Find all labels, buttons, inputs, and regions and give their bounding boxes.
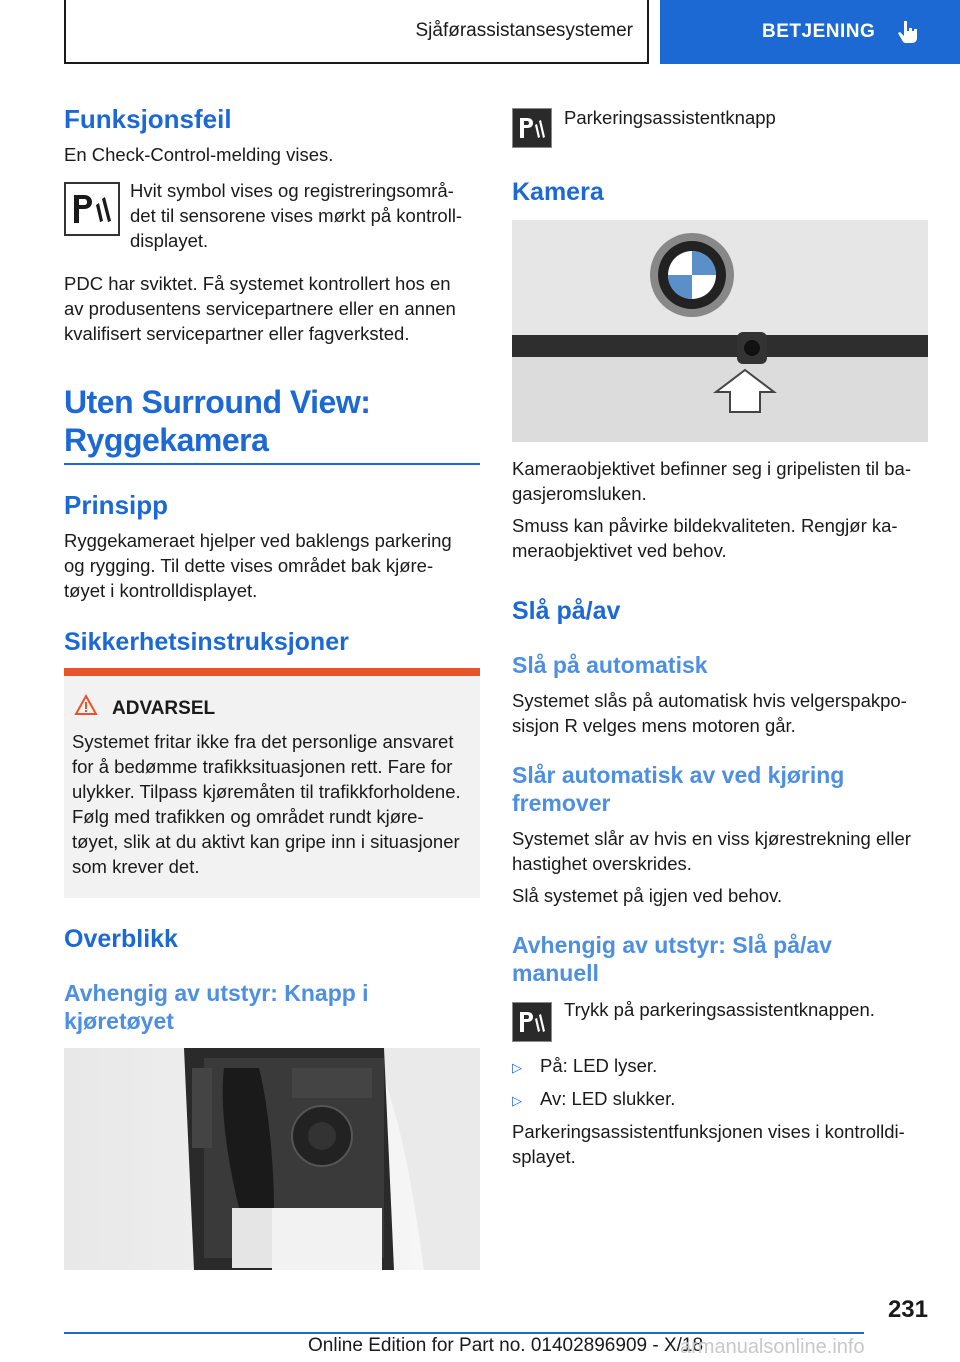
bullet-off-text: Av: LED slukker. bbox=[540, 1088, 676, 1109]
camera-illustration bbox=[512, 220, 928, 442]
warning-line-1: Systemet fritar ikke fra det personlige ansvaret bbox=[72, 731, 454, 752]
final-line-2: splayet. bbox=[512, 1146, 576, 1167]
kamera-line-1: Kameraobjektivet befinner seg i gripelisten til ba- bbox=[512, 458, 911, 479]
funksjonsfeil-intro: En Check-Control-melding vises. bbox=[64, 144, 334, 165]
hand-pointer-icon bbox=[897, 19, 919, 45]
watermark-text: armanualsonline.info bbox=[680, 1336, 865, 1358]
warning-line-6: som krever det. bbox=[72, 856, 200, 877]
header-section-title: Sjåførassistansesystemer bbox=[415, 20, 633, 41]
funksjonsfeil-icon-line-2: det til sensorene vises mørkt på kontroll- bbox=[130, 205, 463, 226]
warning-line-4: Følg med trafikken og området rundt kjøre- bbox=[72, 806, 424, 827]
funksjonsfeil-heading: Funksjonsfeil bbox=[64, 104, 232, 134]
main-title-line-1: Uten Surround View: bbox=[64, 384, 371, 420]
footer-rule bbox=[64, 1332, 864, 1334]
av-line-1: Systemet slår av hvis en viss kjørestrekning eller bbox=[512, 828, 911, 849]
av-heading-line-2: fremover bbox=[512, 790, 611, 816]
main-title-line-2: Ryggekamera bbox=[64, 422, 269, 458]
manuell-heading-line-1: Avhengig av utstyr: Slå på/av bbox=[512, 932, 832, 958]
edition-text: Online Edition for Part no. 01402896909 - X/18 bbox=[308, 1335, 704, 1356]
console-photo bbox=[64, 1048, 480, 1270]
prinsipp-line-2: og rygging. Til dette vises området bak kjøre- bbox=[64, 555, 434, 576]
auto-line-1: Systemet slås på automatisk hvis velgerspakpo- bbox=[512, 690, 907, 711]
funksjonsfeil-icon-line-3: displayet. bbox=[130, 230, 209, 251]
camera-photo bbox=[512, 220, 928, 442]
prinsipp-line-1: Ryggekameraet hjelper ved baklengs parkering bbox=[64, 530, 452, 551]
kamera-heading: Kamera bbox=[512, 178, 604, 206]
page-number: 231 bbox=[887, 1296, 928, 1323]
pdc-line-1: PDC har sviktet. Få systemet kontrollert hos en bbox=[64, 273, 451, 294]
bullet-triangle-icon: ▷ bbox=[512, 1093, 522, 1108]
prinsipp-heading: Prinsipp bbox=[64, 490, 169, 520]
warning-line-2: for å bedømme trafikksituasjonen rett. Fare for bbox=[72, 756, 453, 777]
parking-assistant-icon-2 bbox=[517, 1008, 547, 1036]
header-chapter-label: BETJENING bbox=[762, 21, 876, 42]
manuell-icon-text: Trykk på parkeringsassistentknappen. bbox=[564, 999, 875, 1020]
parking-sensor-icon bbox=[70, 189, 114, 229]
warning-line-3: ulykker. Tilpass kjøremåten til trafikkforholdene. bbox=[72, 781, 461, 802]
warning-bar bbox=[64, 668, 480, 676]
funksjonsfeil-icon-line-1: Hvit symbol vises og registreringsområ- bbox=[130, 180, 454, 201]
pdc-line-3: kvalifisert servicepartner eller fagverksted. bbox=[64, 323, 410, 344]
av-line-3: Slå systemet på igjen ved behov. bbox=[512, 885, 783, 906]
kamera-line-2: gasjeromsluken. bbox=[512, 483, 647, 504]
av-line-2: hastighet overskrides. bbox=[512, 853, 692, 874]
bullet-on bbox=[512, 1053, 657, 1080]
warning-triangle-icon bbox=[74, 694, 98, 716]
manuell-heading-line-2: manuell bbox=[512, 960, 599, 986]
bullet-off bbox=[512, 1086, 675, 1113]
sikkerhet-heading: Sikkerhetsinstruksjoner bbox=[64, 628, 349, 656]
bullet-triangle-icon: ▷ bbox=[512, 1060, 522, 1075]
auto-line-2: sisjon R velges mens motoren går. bbox=[512, 715, 796, 736]
manuell-button-icon-box bbox=[512, 1002, 552, 1042]
bullet-on-text: På: LED lyser. bbox=[540, 1055, 658, 1076]
slaa-heading: Slå på/av bbox=[512, 597, 621, 625]
av-heading-line-1: Slår automatisk av ved kjøring bbox=[512, 762, 845, 788]
warning-label: ADVARSEL bbox=[112, 698, 216, 719]
header-section-box bbox=[64, 0, 649, 64]
parking-assistant-button-icon-box bbox=[512, 108, 552, 148]
parking-assistant-icon bbox=[517, 114, 547, 142]
smuss-line-2: meraobjektivet ved behov. bbox=[512, 540, 727, 561]
main-title-rule bbox=[64, 463, 480, 465]
final-line-1: Parkeringsassistentfunksjonen vises i kontrolldi- bbox=[512, 1121, 905, 1142]
button-caption: Parkeringsassistentknapp bbox=[564, 107, 776, 128]
warning-line-5: tøyet, slik at du aktivt kan gripe inn i situasjoner bbox=[72, 831, 460, 852]
knapp-heading-line-2: kjøretøyet bbox=[64, 1008, 174, 1034]
console-illustration bbox=[64, 1048, 480, 1270]
prinsipp-line-3: tøyet i kontrolldisplayet. bbox=[64, 580, 258, 601]
auto-heading: Slå på automatisk bbox=[512, 652, 708, 678]
knapp-heading-line-1: Avhengig av utstyr: Knapp i bbox=[64, 980, 369, 1006]
pdc-line-2: av produsentens servicepartnere eller en annen bbox=[64, 298, 456, 319]
header-chapter-tab[interactable] bbox=[660, 0, 960, 64]
overblikk-heading: Overblikk bbox=[64, 925, 178, 953]
pdc-fault-symbol bbox=[64, 182, 120, 236]
smuss-line-1: Smuss kan påvirke bildekvaliteten. Rengjør ka- bbox=[512, 515, 898, 536]
